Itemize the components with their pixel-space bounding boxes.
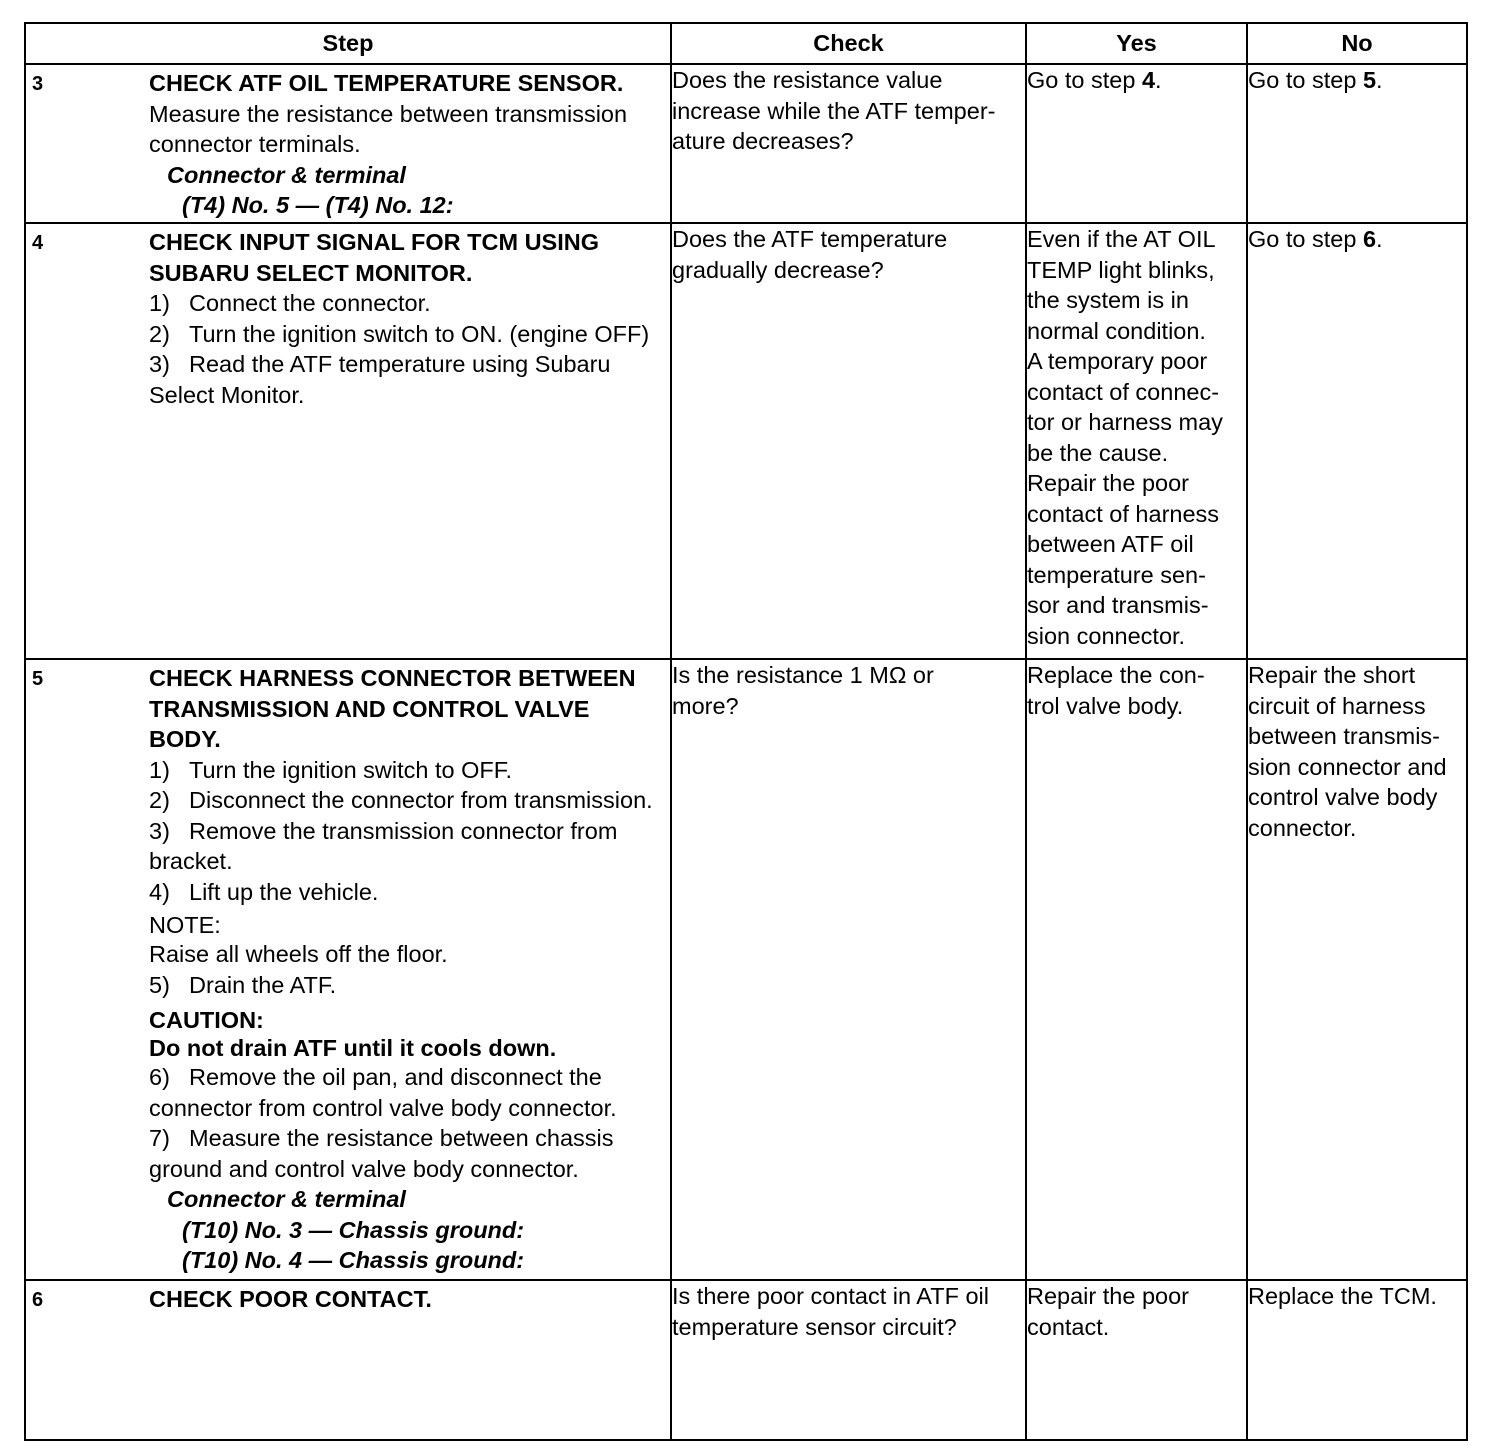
connector-label: Connector & terminal	[167, 1186, 406, 1212]
connector-label: Connector & terminal	[167, 161, 406, 188]
note-text: Raise all wheels off the floor.	[149, 941, 448, 967]
check-text: Is there poor contact in ATF oil	[672, 1283, 989, 1309]
step-title: TRANSMISSION AND CONTROL VALVE	[149, 695, 590, 722]
step-cell	[25, 64, 671, 223]
terminal-spec: (T10) No. 4 — Chassis ground:	[182, 1247, 525, 1273]
table-row	[25, 1280, 1467, 1440]
check-text: Does the ATF temperature	[672, 226, 948, 252]
no-text: connector.	[1248, 814, 1357, 841]
yes-text: the system is in	[1027, 287, 1189, 313]
note-label: NOTE:	[149, 912, 221, 938]
caution-label: CAUTION:	[149, 1007, 264, 1033]
check-cell	[671, 223, 1026, 659]
yes-text: sor and transmis-	[1027, 592, 1209, 618]
no-text: Replace the TCM.	[1248, 1283, 1437, 1309]
step-reference: 5	[1362, 67, 1377, 93]
step-title: BODY.	[149, 726, 221, 752]
troubleshooting-table	[24, 22, 1468, 1441]
yes-text: temperature sen-	[1027, 561, 1206, 588]
step-cell	[25, 1280, 671, 1440]
procedure-item: 1) Turn the ignition switch to OFF.	[149, 756, 513, 783]
no-text: Repair the short	[1248, 662, 1416, 688]
check-text: Does the resistance value	[672, 67, 943, 93]
no-text: sion connector and	[1248, 753, 1447, 780]
step-cell	[25, 659, 671, 1280]
no-text: control valve body	[1248, 784, 1438, 810]
yes-text: contact.	[1027, 1313, 1110, 1340]
step-title: CHECK HARNESS CONNECTOR BETWEEN	[149, 665, 636, 691]
step-reference: 6	[1362, 226, 1377, 252]
no-cell	[1247, 64, 1467, 223]
no-text-suffix: .	[1376, 226, 1383, 252]
yes-text: contact of harness	[1027, 500, 1220, 527]
procedure-item-cont: ground and control valve body connector.	[149, 1155, 579, 1182]
terminal-spec: (T4) No. 5 — (T4) No. 12:	[182, 192, 454, 218]
header-step: Step	[25, 23, 671, 64]
no-text-suffix: .	[1376, 67, 1383, 93]
procedure-item: 2) Turn the ignition switch to ON. (engine OFF)	[149, 320, 650, 347]
check-text: more?	[672, 692, 739, 719]
procedure-item: 3) Remove the transmission connector from	[149, 817, 618, 844]
header-row	[25, 23, 1467, 64]
check-cell	[671, 64, 1026, 223]
yes-text-suffix: .	[1155, 67, 1162, 93]
procedure-item-cont: bracket.	[149, 848, 233, 874]
procedure-item: 5) Drain the ATF.	[149, 971, 337, 998]
no-text: between transmis-	[1248, 723, 1440, 749]
no-text: Go to step	[1248, 67, 1363, 93]
header-no: No	[1247, 23, 1467, 64]
check-text: ature decreases?	[672, 128, 854, 154]
no-text: circuit of harness	[1248, 692, 1426, 719]
table-row	[25, 659, 1467, 1280]
step-title: CHECK ATF OIL TEMPERATURE SENSOR.	[149, 70, 624, 96]
step-title: CHECK INPUT SIGNAL FOR TCM USING	[149, 229, 599, 255]
no-cell	[1247, 1280, 1467, 1440]
yes-text: contact of connec-	[1027, 378, 1220, 405]
yes-text: between ATF oil	[1027, 531, 1194, 557]
yes-text: tor or harness may	[1027, 409, 1223, 435]
check-text: gradually decrease?	[672, 256, 884, 283]
caution-text: Do not drain ATF until it cools down.	[149, 1035, 557, 1061]
yes-text: Go to step	[1027, 67, 1142, 93]
yes-cell	[1026, 223, 1247, 659]
step-text: Measure the resistance between transmission	[149, 100, 628, 127]
yes-text: Repair the poor	[1027, 470, 1189, 496]
yes-text: Even if the AT OIL	[1027, 226, 1216, 252]
step-title: CHECK POOR CONTACT.	[149, 1286, 432, 1312]
yes-text: TEMP light blinks,	[1027, 256, 1215, 283]
step-number: 5	[32, 668, 44, 690]
check-text: increase while the ATF temper-	[672, 97, 996, 124]
terminal-spec: (T10) No. 3 — Chassis ground:	[182, 1216, 525, 1243]
yes-text: Replace the con-	[1027, 662, 1205, 688]
step-reference: 4	[1141, 67, 1156, 93]
procedure-item-cont: connector from control valve body connector.	[149, 1094, 617, 1121]
yes-text: be the cause.	[1027, 439, 1169, 466]
step-number: 6	[32, 1289, 44, 1311]
table-row	[25, 223, 1467, 659]
yes-cell	[1026, 64, 1247, 223]
procedure-item: 4) Lift up the vehicle.	[149, 878, 379, 905]
yes-text: sion connector.	[1027, 622, 1186, 649]
yes-text: A temporary poor	[1027, 348, 1208, 374]
no-cell	[1247, 223, 1467, 659]
procedure-item: 1) Connect the connector.	[149, 290, 431, 316]
check-cell	[671, 659, 1026, 1280]
yes-cell	[1026, 1280, 1247, 1440]
check-cell	[671, 1280, 1026, 1440]
procedure-item: 3) Read the ATF temperature using Subaru	[149, 351, 611, 377]
yes-cell	[1026, 659, 1247, 1280]
step-number: 3	[32, 73, 44, 95]
step-number: 4	[32, 232, 44, 254]
procedure-item: 7) Measure the resistance between chassis	[149, 1125, 614, 1151]
check-text: temperature sensor circuit?	[672, 1313, 957, 1340]
no-text: Go to step	[1248, 226, 1363, 252]
yes-text: trol valve body.	[1027, 692, 1184, 719]
step-title: SUBARU SELECT MONITOR.	[149, 259, 473, 286]
procedure-item-cont: Select Monitor.	[149, 381, 305, 408]
check-text: Is the resistance 1 MΩ or	[672, 662, 934, 688]
step-cell	[25, 223, 671, 659]
yes-text: Repair the poor	[1027, 1283, 1189, 1309]
header-check: Check	[671, 23, 1026, 64]
header-yes: Yes	[1026, 23, 1247, 64]
step-text: connector terminals.	[149, 131, 361, 157]
procedure-item: 2) Disconnect the connector from transmission.	[149, 787, 653, 813]
table-row	[25, 64, 1467, 223]
procedure-item: 6) Remove the oil pan, and disconnect the	[149, 1064, 602, 1090]
yes-text: normal condition.	[1027, 317, 1206, 344]
no-cell	[1247, 659, 1467, 1280]
